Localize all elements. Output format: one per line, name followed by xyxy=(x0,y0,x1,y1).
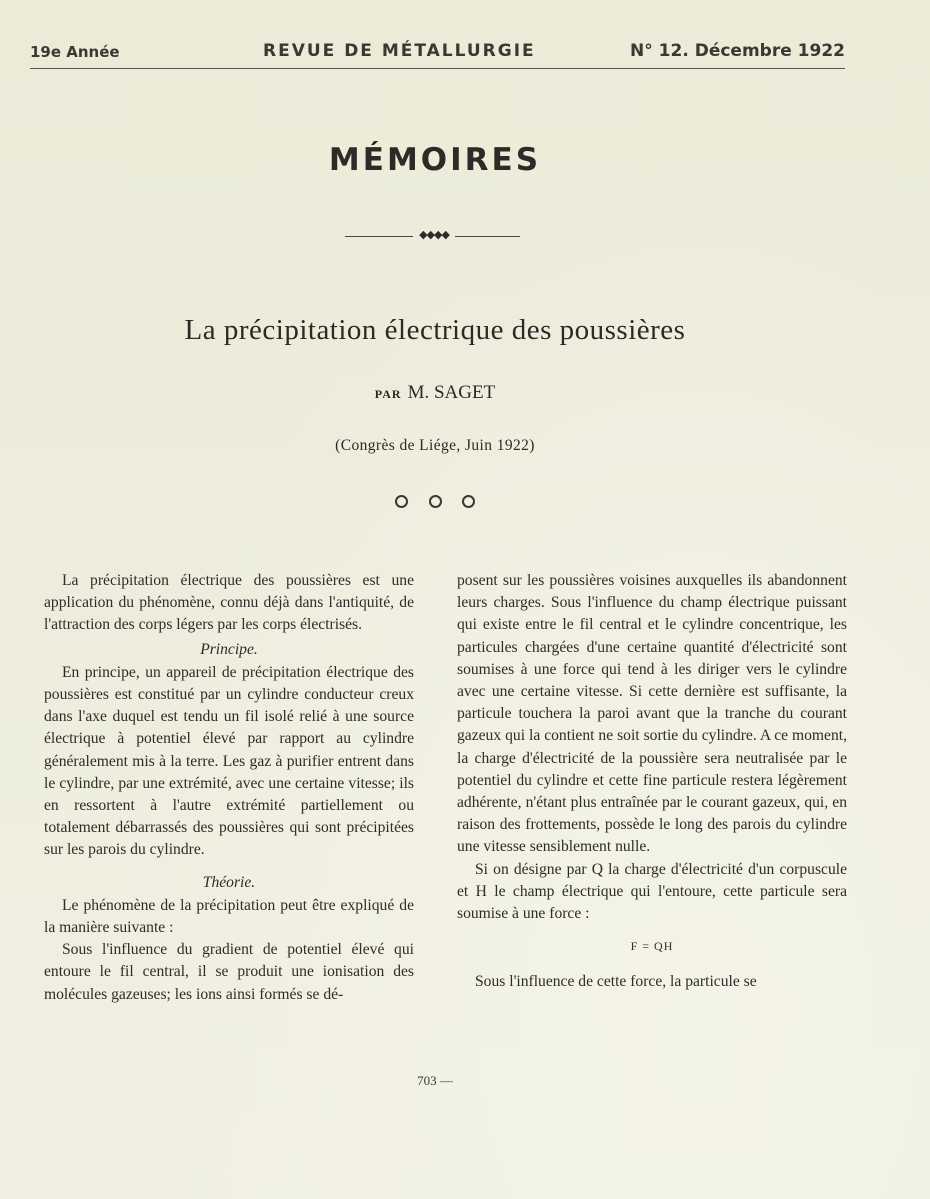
heading-theorie: Théorie. xyxy=(202,873,256,891)
right-column xyxy=(457,570,847,994)
principe-paragraph: En principe, un appareil de précipitation électrique des poussières est constitué par un cylindre conducteur creux dans l'axe duquel est tendu un fil isolé relié à une source électrique à potentiel élevé par rapport au cylindre généralement mis à la terre. Les gaz à purifier entrent dans le cylindre, par une extrémité, avec une certaine vitesse; ils en ressortent à l'autre extrémité partiellement ou totalement débarrassés des poussières qui sont précipitées sur les parois du cylindre. xyxy=(44,663,414,859)
formula: F = QH xyxy=(630,939,674,954)
journal-name: REVUE DE MÉTALLURGIE xyxy=(263,41,536,61)
circle-icon xyxy=(462,495,475,508)
theorie-paragraph-1: Le phénomène de la précipitation peut être expliqué de la manière suivante : xyxy=(44,896,414,937)
author-name: M. SAGET xyxy=(407,382,496,403)
right-paragraph-1: posent sur les poussières voisines auxquelles ils abandonnent leurs charges. Sous l'influence du champ électrique puissant qui existe entre le fil central et le cylindre concentrique, les particules chargées d'une certaine quantité d'électricité sont soumises à une force qui tend à les diriger vers le cylindre avec une certaine vitesse. Si cette dernière est suffisante, la particule touchera la paroi avant que la tranche du courant gazeux qui la contient ne soit sortie du cylindre. A ce moment, la charge d'électricité de la poussière sera neutralisée par le potentiel du cylindre et cette fine particule restera légèrement adhérente, n'étant plus entraînée par le courant gazeux, qui, en raison des frottements, possède le long des parois du cylindre une vitesse sensiblement nulle. xyxy=(457,572,847,856)
heading-principe: Principe. xyxy=(200,640,258,658)
article-title: La précipitation électrique des poussières xyxy=(184,314,686,346)
ornament-line-right xyxy=(455,236,520,237)
circle-icon xyxy=(429,495,442,508)
header-rule xyxy=(30,68,845,69)
volume-label: 19e Année xyxy=(30,43,120,61)
ornament-line-left xyxy=(345,236,413,237)
conference-note: (Congrès de Liége, Juin 1922) xyxy=(335,437,535,454)
byline xyxy=(0,382,870,404)
byline-prefix: PAR xyxy=(374,387,402,401)
right-paragraph-3: Sous l'influence de cette force, la particule se xyxy=(475,973,757,991)
theorie-paragraph-2: Sous l'influence du gradient de potentiel élevé qui entoure le fil central, il se produit une ionisation des molécules gazeuses; les ions ainsi formés se dé- xyxy=(44,941,414,1003)
circle-ornament xyxy=(395,495,475,517)
running-header xyxy=(30,38,845,66)
ornament-divider xyxy=(345,228,520,244)
issue-label: N° 12. Décembre 1922 xyxy=(630,41,845,61)
diamond-ornament-icon: ◆◆◆◆ xyxy=(419,229,449,241)
page-number: 703 — xyxy=(417,1073,453,1088)
section-title: MÉMOIRES xyxy=(328,142,542,178)
circle-icon xyxy=(395,495,408,508)
left-column xyxy=(44,570,414,1006)
right-paragraph-2: Si on désigne par Q la charge d'électricité d'un corpuscule et H le champ électrique qui l'entoure, cette particule sera soumise à une force : xyxy=(457,860,847,923)
intro-paragraph: La précipitation électrique des poussières est une application du phénomène, connu déjà dans l'antiquité, de l'attraction des corps légers par les corps électrisés. xyxy=(44,572,414,634)
